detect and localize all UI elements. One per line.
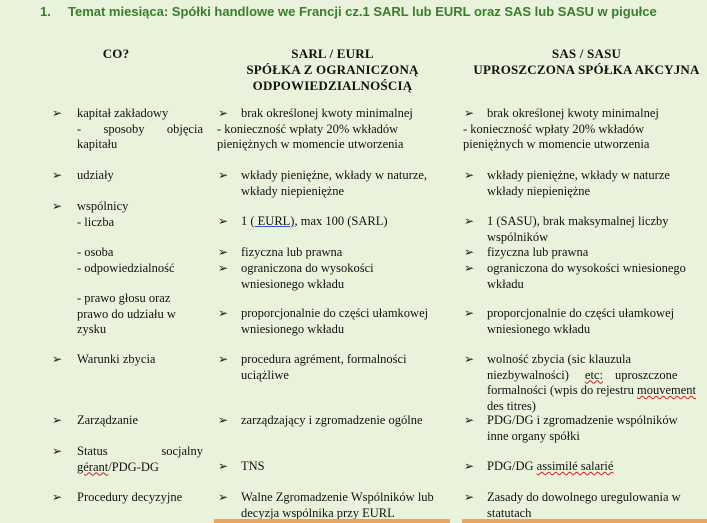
cell-text-underlined: EURL) [254, 214, 295, 228]
cell-text: niezbywalności) [487, 367, 569, 382]
label-text: Status socjalny [77, 444, 203, 458]
cell-text: brak określonej kwoty minimalnej [487, 106, 659, 120]
row-prawo-glosu-sas [487, 306, 707, 337]
cell-text: PDG/DG i zgromadzenie wspólników [487, 413, 678, 427]
row-wspolnicy-label [77, 199, 128, 230]
cell-text: wniesionego wkładu [241, 321, 345, 336]
row-odpowiedzialnosc-sas [487, 261, 707, 292]
row-odpowiedzialnosc-sarl [241, 261, 449, 292]
row-osoba-sarl: fizyczna lub prawna [241, 245, 343, 259]
arrow-bullet-icon: ➢ [464, 459, 475, 473]
row-warunki-label: Warunki zbycia [77, 352, 156, 366]
cell-text: PDG/DG [487, 459, 537, 473]
row-status-label [77, 444, 203, 475]
heading-number: 1. [40, 4, 51, 19]
arrow-bullet-icon: ➢ [464, 214, 475, 228]
arrow-bullet-icon: ➢ [52, 490, 63, 504]
column-header-sarl-line3: ODPOWIEDZIALNOŚCIĄ [252, 78, 413, 93]
column-header-sarl-line1: SARL / EURL [291, 46, 374, 61]
cell-text: 1 ( [241, 214, 255, 228]
row-kapital-sarl [217, 106, 449, 153]
cell-text: proporcjonalnie do części ułamkowej [241, 306, 429, 320]
row-status-sarl: TNS [241, 459, 265, 473]
row-udzialy-sarl [241, 168, 449, 199]
cell-text: wkładu [487, 276, 524, 291]
label-text: - sposoby objęcia [77, 121, 203, 136]
label-text-spellcheck: gérant [77, 459, 109, 474]
label-text: prawo do udziału w [77, 306, 176, 321]
column-header-co: CO? [102, 46, 130, 61]
arrow-bullet-icon: ➢ [218, 352, 229, 366]
cell-text: des titres) [487, 398, 536, 413]
arrow-bullet-icon: ➢ [52, 444, 63, 458]
row-osoba-label: - osoba [77, 245, 114, 259]
cell-text: ograniczona do wysokości [241, 261, 374, 275]
row-wspolnicy-sarl [241, 214, 388, 230]
arrow-bullet-icon: ➢ [52, 168, 63, 182]
row-osoba-sas: fizyczna lub prawna [487, 245, 589, 259]
cell-text: wolność zbycia (sic klauzula [487, 352, 632, 366]
row-kapital-label [77, 106, 203, 153]
arrow-bullet-icon: ➢ [218, 306, 229, 320]
cell-text: wniesionego wkładu [487, 321, 591, 336]
cell-text: procedura agrément, formalności [241, 352, 407, 366]
cell-text: uciążliwe [241, 367, 289, 382]
row-udzialy-label: udziały [77, 168, 114, 182]
row-odpowiedzialnosc-label: - odpowiedzialność [77, 261, 175, 275]
row-procedury-label: Procedury decyzyjne [77, 490, 183, 504]
cell-text-spellcheck: etc: [584, 367, 603, 382]
cell-text: ograniczona do wysokości wniesionego [487, 261, 686, 275]
heading-title: Temat miesiąca: Spółki handlowe we Francji cz.1 SARL lub EURL oraz SAS lub SASU w pigułce [68, 4, 657, 19]
row-zarzadzanie-label: Zarządzanie [77, 413, 139, 427]
row-warunki-sas [487, 352, 707, 414]
arrow-bullet-icon: ➢ [218, 214, 229, 228]
cell-text: proporcjonalnie do części ułamkowej [487, 306, 675, 320]
cell-text: - konieczność wpłaty 20% wkładów [217, 121, 399, 136]
cell-text: - konieczność wpłaty 20% wkładów [463, 121, 645, 136]
cell-text-spellcheck: mouvement [636, 383, 696, 397]
row-udzialy-sas [487, 168, 707, 199]
label-text: /PDG-DG [108, 459, 159, 474]
cell-text: pieniężnych w momencie utworzenia [463, 137, 650, 151]
cell-text: formalności (wpis do rejestru [487, 383, 634, 397]
cell-text: uproszczone [614, 367, 678, 382]
row-procedury-sas [487, 490, 707, 521]
label-text: kapitału [77, 137, 118, 151]
arrow-bullet-icon: ➢ [464, 261, 475, 275]
cell-text: wkłady niepieniężne [487, 183, 591, 198]
row-prawo-glosu-label [77, 291, 203, 338]
cell-text: , max 100 (SARL) [294, 214, 388, 228]
arrow-bullet-icon: ➢ [218, 490, 229, 504]
row-zarzadzanie-sas [487, 413, 707, 444]
cell-text: brak określonej kwoty minimalnej [241, 106, 413, 120]
cell-text: 1 (SASU), brak maksymalnej liczby [487, 214, 669, 228]
label-text: - prawo głosu oraz [77, 291, 171, 305]
arrow-bullet-icon: ➢ [464, 245, 475, 259]
row-warunki-sarl [241, 352, 449, 383]
arrow-bullet-icon: ➢ [218, 168, 229, 182]
column-header-sarl [215, 46, 450, 94]
cell-border-accent [214, 519, 450, 523]
cell-text: wkłady pieniężne, wkłady w naturze [487, 168, 670, 182]
column-header-sas-line1: SAS / SASU [551, 46, 622, 61]
row-prawo-glosu-sarl [241, 306, 449, 337]
row-status-sas [487, 459, 613, 475]
cell-text: pieniężnych w momencie utworzenia [217, 137, 404, 151]
arrow-bullet-icon: ➢ [464, 413, 475, 427]
arrow-bullet-icon: ➢ [218, 106, 229, 120]
arrow-bullet-icon: ➢ [52, 106, 63, 120]
arrow-bullet-icon: ➢ [218, 261, 229, 275]
arrow-bullet-icon: ➢ [464, 306, 475, 320]
cell-text: inne organy spółki [487, 428, 580, 443]
row-zarzadzanie-sarl: zarządzający i zgromadzenie ogólne [241, 413, 423, 427]
section-heading [40, 4, 657, 19]
row-procedury-sarl [241, 490, 451, 521]
arrow-bullet-icon: ➢ [464, 168, 475, 182]
label-text: wspólnicy [77, 199, 129, 213]
arrow-bullet-icon: ➢ [218, 459, 229, 473]
column-header-sas [464, 46, 707, 78]
cell-text: wspólników [487, 229, 549, 244]
label-text: - liczba [77, 214, 115, 229]
row-kapital-sas [463, 106, 707, 153]
cell-text: Zasady do dowolnego uregulowania w [487, 490, 681, 504]
cell-text: wkłady niepieniężne [241, 183, 345, 198]
arrow-bullet-icon: ➢ [464, 490, 475, 504]
row-wspolnicy-sas [487, 214, 707, 245]
cell-text: Walne Zgromadzenie Wspólników lub [241, 490, 434, 504]
arrow-bullet-icon: ➢ [218, 245, 229, 259]
cell-text-spellcheck: assimilé salarié [536, 459, 614, 473]
label-text: zysku [77, 322, 107, 336]
cell-text: decyzja wspólnika przy EURL [241, 505, 395, 520]
arrow-bullet-icon: ➢ [52, 413, 63, 427]
arrow-bullet-icon: ➢ [464, 106, 475, 120]
label-text: kapitał zakładowy [77, 106, 169, 120]
cell-border-accent [462, 519, 707, 523]
arrow-bullet-icon: ➢ [52, 352, 63, 366]
cell-text: wniesionego wkładu [241, 276, 345, 291]
cell-text: wkłady pieniężne, wkłady w naturze, [241, 168, 428, 182]
arrow-bullet-icon: ➢ [464, 352, 475, 366]
column-header-sarl-line2: SPÓŁKA Z OGRANICZONĄ [246, 62, 419, 77]
arrow-bullet-icon: ➢ [52, 199, 63, 213]
arrow-bullet-icon: ➢ [218, 413, 229, 427]
column-header-sas-line2: UPROSZCZONA SPÓŁKA AKCYJNA [473, 62, 700, 77]
cell-text: statutach [487, 505, 532, 520]
